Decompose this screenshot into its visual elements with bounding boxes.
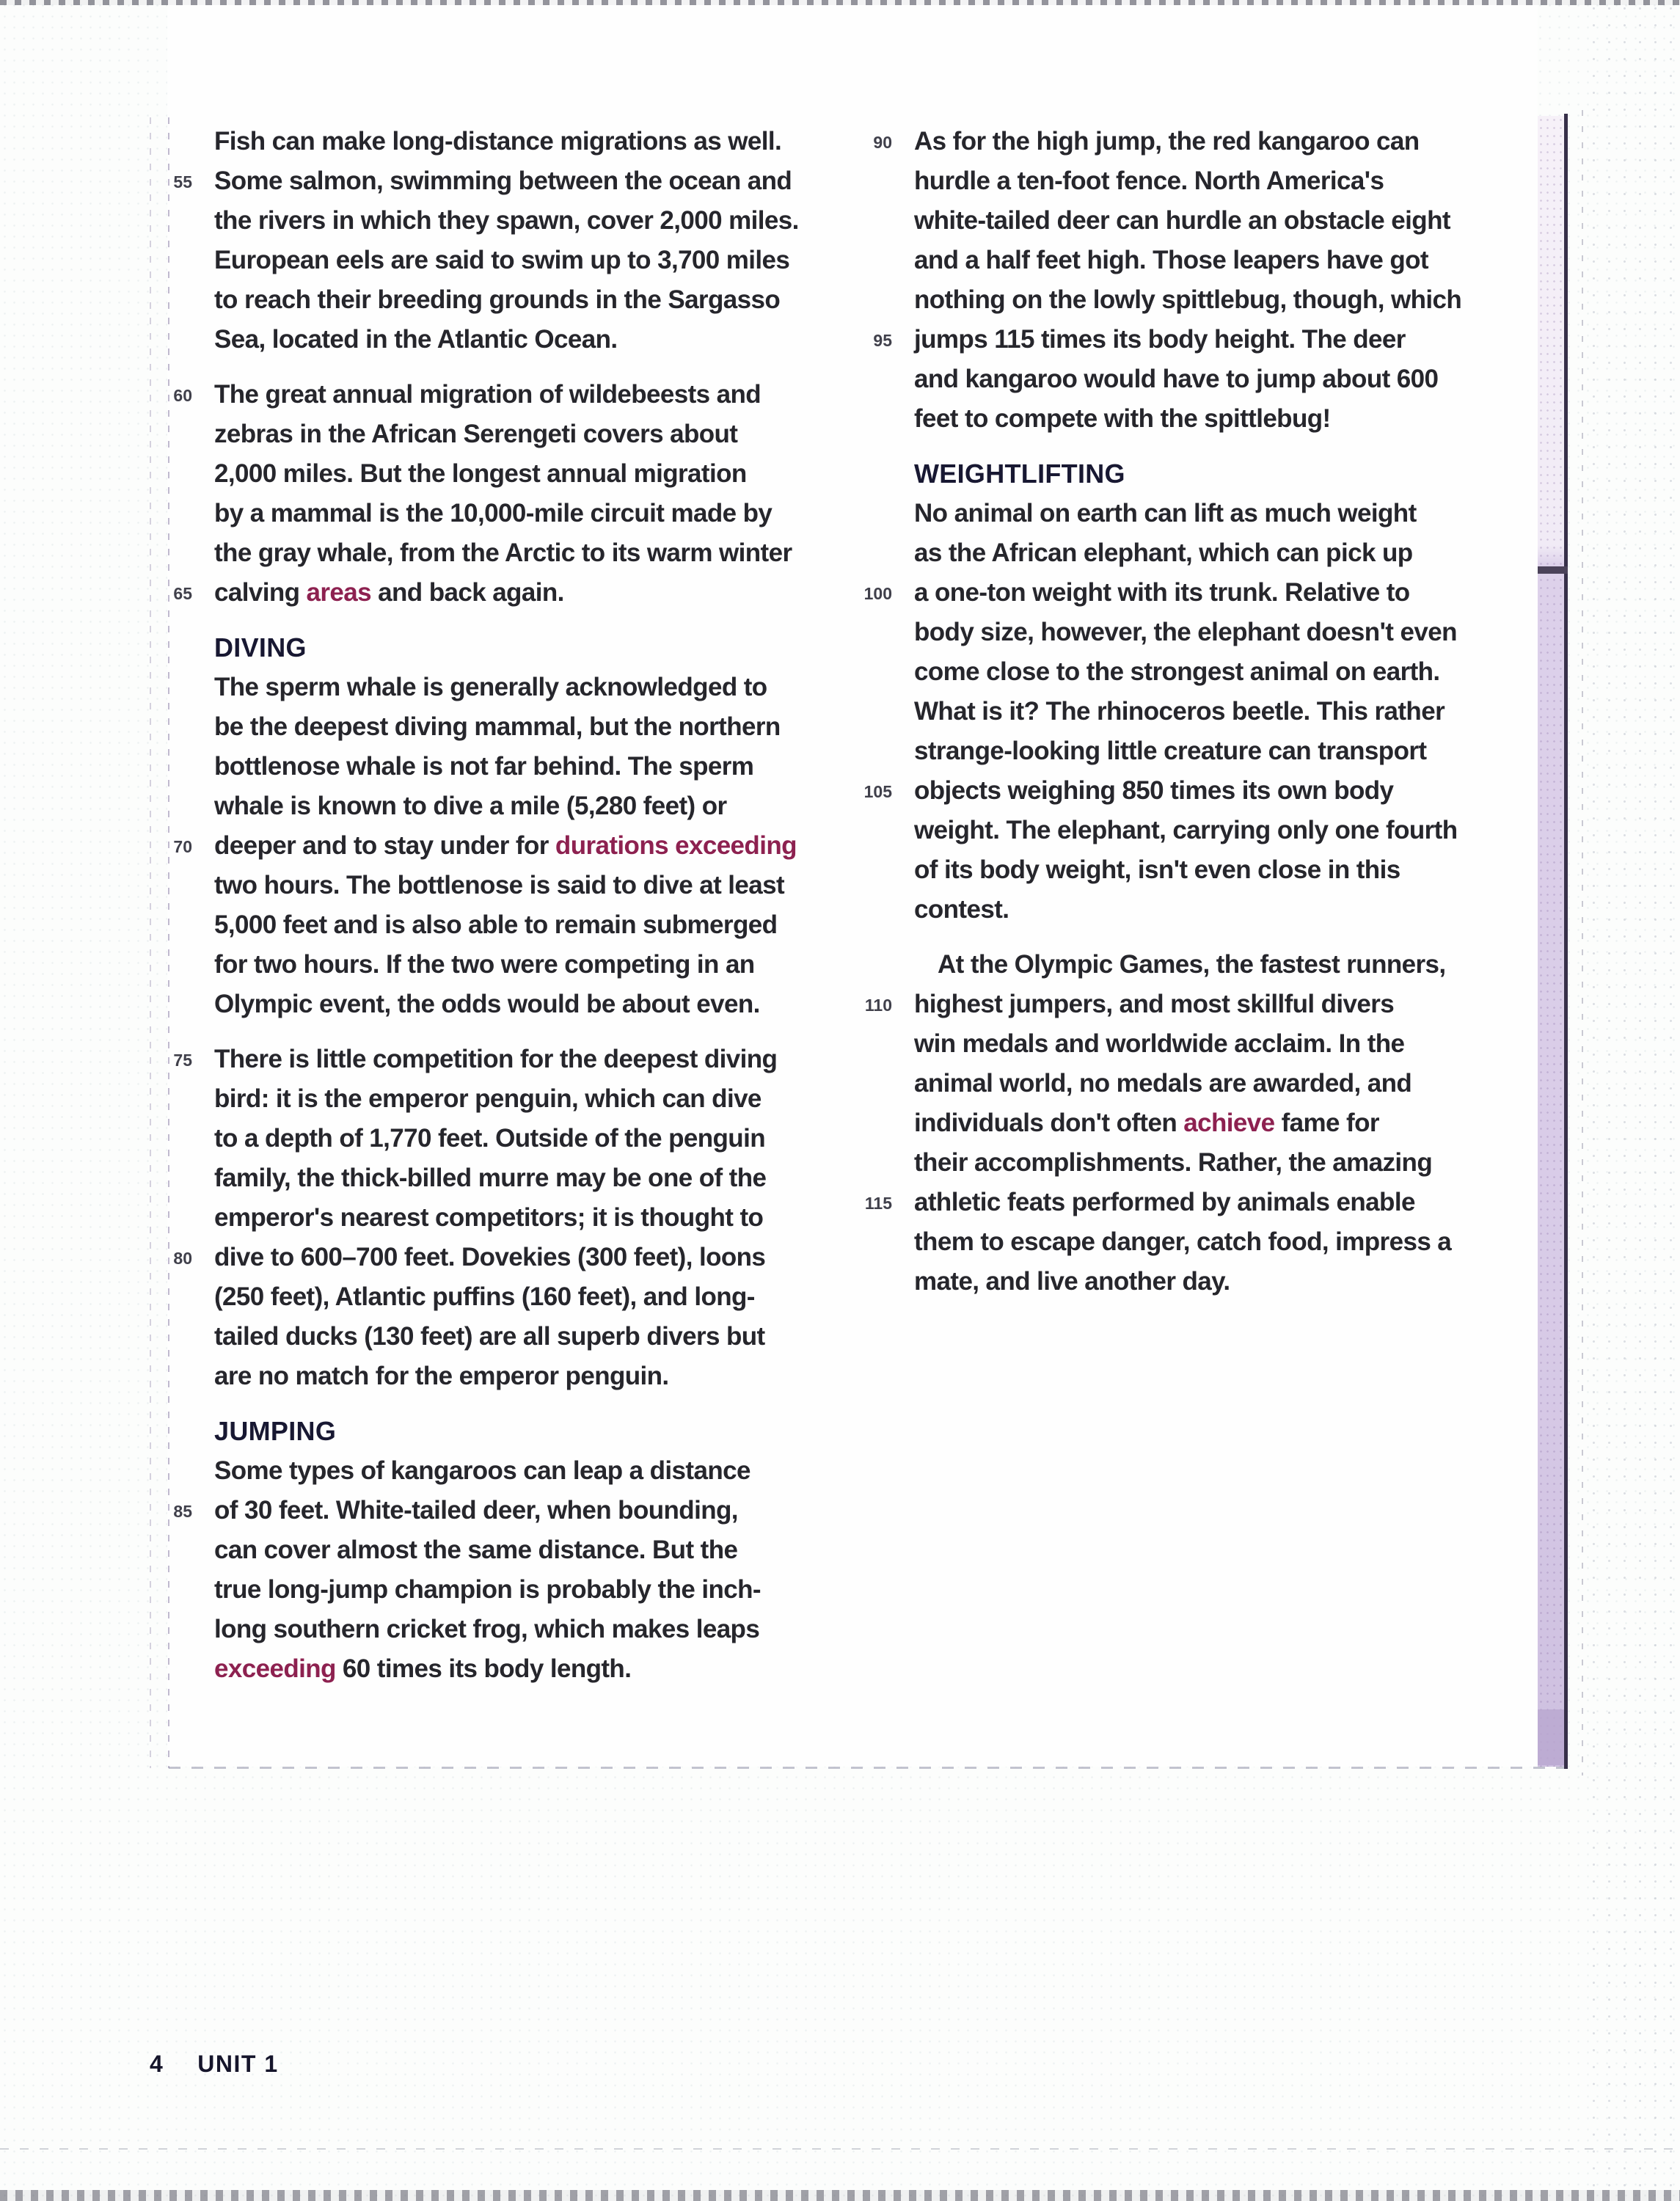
text-segment: There is little competition for the deepest diving — [214, 1045, 778, 1073]
paragraph — [173, 668, 900, 1024]
text-segment: their accomplishments. Rather, the amazing — [914, 1148, 1433, 1177]
text-segment: two hours. The bottlenose is said to dive at least — [214, 871, 785, 899]
text-segment: body size, however, the elephant doesn't even — [914, 618, 1457, 646]
text-segment: bird: it is the emperor penguin, which can dive — [214, 1084, 762, 1113]
text-segment: are no match for the emperor penguin. — [214, 1362, 669, 1390]
text-segment: What is it? The rhinoceros beetle. This rather — [914, 697, 1445, 726]
text-line — [173, 1238, 900, 1277]
text-line — [214, 454, 900, 494]
text-segment: the rivers in which they spawn, cover 2,000 miles. — [214, 206, 799, 235]
text-segment: emperor's nearest competitors; it is thought to — [214, 1203, 764, 1232]
text-segment: the gray whale, from the Arctic to its warm winter — [214, 539, 792, 567]
text-line — [214, 122, 900, 161]
section-heading: DIVING — [214, 632, 307, 663]
text-line — [914, 1262, 1560, 1302]
text-line — [214, 1451, 900, 1491]
text-line — [864, 985, 1560, 1024]
text-line — [214, 280, 900, 320]
text-line — [914, 731, 1560, 771]
text-segment: whale is known to dive a mile (5,280 feet) or — [214, 792, 727, 820]
page-edge-foot — [1538, 1709, 1564, 1765]
text-line — [914, 890, 1560, 930]
text-line — [914, 1143, 1560, 1183]
text-column-left — [173, 122, 900, 1704]
section-heading: WEIGHTLIFTING — [914, 459, 1125, 489]
text-segment: be the deepest diving mammal, but the northern — [214, 712, 781, 741]
text-segment: nothing on the lowly spittlebug, though, which — [914, 285, 1462, 314]
page-bottom-edge — [169, 1767, 1564, 1769]
text-line — [914, 945, 1560, 985]
text-segment: fame for — [1274, 1109, 1379, 1137]
text-line — [914, 652, 1560, 692]
text-line — [214, 415, 900, 454]
text-segment: feet to compete with the spittlebug! — [914, 404, 1331, 433]
text-line — [214, 1649, 900, 1689]
line-number: 80 — [173, 1249, 192, 1268]
text-segment: calving — [214, 578, 307, 607]
text-line — [214, 1317, 900, 1357]
text-segment: individuals don't often — [914, 1109, 1184, 1137]
text-line — [214, 1570, 900, 1610]
text-line — [914, 850, 1560, 890]
text-segment: 5,000 feet and is also able to remain submerged — [214, 910, 778, 939]
line-number: 55 — [173, 172, 192, 191]
text-segment: bottlenose whale is not far behind. The sperm — [214, 752, 754, 781]
text-line — [214, 945, 900, 985]
text-segment: by a mammal is the 10,000-mile circuit made by — [214, 499, 773, 528]
text-line — [214, 1119, 900, 1158]
text-segment: (250 feet), Atlantic puffins (160 feet), and long- — [214, 1282, 755, 1311]
text-segment: hurdle a ten-foot fence. North America's — [914, 167, 1384, 195]
text-line — [214, 707, 900, 747]
text-segment: to a depth of 1,770 feet. Outside of the penguin — [214, 1124, 765, 1153]
text-line — [914, 811, 1560, 850]
page-edge-line — [1564, 114, 1568, 1769]
text-line — [214, 985, 900, 1024]
text-line — [214, 786, 900, 826]
text-segment: athletic feats performed by animals enable — [914, 1188, 1415, 1216]
text-segment: mate, and live another day. — [914, 1267, 1230, 1296]
text-line — [214, 241, 900, 280]
text-line — [214, 533, 900, 573]
text-line — [214, 201, 900, 241]
vocab-term: exceeding — [214, 1654, 336, 1683]
line-number: 95 — [873, 331, 892, 350]
text-line — [914, 399, 1560, 439]
text-segment: and back again. — [371, 578, 564, 607]
line-number: 75 — [173, 1051, 192, 1070]
text-segment: and a half feet high. Those leapers have got — [914, 246, 1428, 274]
page-edge-dotted-rule — [1582, 110, 1583, 1775]
text-segment: No animal on earth can lift as much weight — [914, 499, 1417, 528]
paragraph — [173, 1040, 900, 1396]
text-line — [914, 613, 1560, 652]
text-segment: Fish can make long-distance migrations as well. — [214, 127, 782, 156]
text-segment: weight. The elephant, carrying only one fourth — [914, 816, 1458, 844]
line-number: 105 — [863, 782, 892, 801]
text-line — [914, 359, 1560, 399]
paragraph — [173, 122, 900, 359]
margin-rule-inner — [168, 117, 169, 1768]
text-line — [914, 533, 1560, 573]
text-line — [914, 1024, 1560, 1064]
right-margin-dot-texture — [1586, 0, 1680, 2201]
line-number: 65 — [173, 584, 192, 603]
text-line — [863, 771, 1560, 811]
text-line — [173, 1491, 900, 1530]
line-number: 70 — [173, 837, 192, 856]
text-line — [214, 668, 900, 707]
text-line — [214, 1277, 900, 1317]
text-segment: deeper and to stay under for — [214, 831, 555, 860]
text-segment: As for the high jump, the red kangaroo can — [914, 127, 1420, 156]
top-scan-band — [0, 0, 1680, 5]
text-segment: family, the thick-billed murre may be one of the — [214, 1164, 767, 1192]
text-line — [214, 494, 900, 533]
text-segment: Some salmon, swimming between the ocean and — [214, 167, 792, 195]
text-segment: The sperm whale is generally acknowledged to — [214, 673, 767, 701]
line-number: 60 — [173, 386, 192, 405]
paragraph — [173, 1451, 900, 1689]
text-line — [914, 161, 1560, 201]
paragraph — [863, 494, 1560, 930]
text-segment: can cover almost the same distance. But the — [214, 1536, 738, 1564]
text-line — [214, 1198, 900, 1238]
text-line — [214, 1079, 900, 1119]
text-segment: 60 times its body length. — [335, 1654, 632, 1683]
paragraph — [173, 375, 900, 613]
text-segment: white-tailed deer can hurdle an obstacle eight — [914, 206, 1450, 235]
text-segment: 2,000 miles. But the longest annual migration — [214, 459, 747, 488]
section-heading: JUMPING — [214, 1416, 337, 1446]
text-segment: and kangaroo would have to jump about 600 — [914, 365, 1439, 393]
text-line — [173, 375, 900, 415]
text-segment: of its body weight, isn't even close in this — [914, 855, 1400, 884]
paragraph — [873, 122, 1560, 439]
text-segment: zebras in the African Serengeti covers about — [214, 420, 738, 448]
vocab-term: achieve — [1183, 1109, 1275, 1137]
unit-label: UNIT 1 — [197, 2051, 279, 2077]
line-number: 85 — [173, 1502, 192, 1521]
text-segment: jumps 115 times its body height. The deer — [914, 325, 1406, 354]
text-segment: of 30 feet. White-tailed deer, when bounding, — [214, 1496, 738, 1525]
paragraph — [864, 945, 1560, 1302]
text-segment: objects weighing 850 times its own body — [914, 776, 1394, 805]
bottom-scan-line — [0, 2148, 1680, 2150]
text-segment: European eels are said to swim up to 3,700 miles — [214, 246, 790, 274]
text-segment: Olympic event, the odds would be about even. — [214, 990, 760, 1018]
text-line — [173, 161, 900, 201]
text-segment: come close to the strongest animal on earth. — [914, 657, 1440, 686]
text-line — [863, 573, 1560, 613]
text-line — [214, 1530, 900, 1570]
line-number: 90 — [873, 133, 892, 152]
text-line — [914, 494, 1560, 533]
text-line — [214, 866, 900, 905]
line-number: 110 — [864, 996, 892, 1015]
text-segment: highest jumpers, and most skillful divers — [914, 990, 1395, 1018]
text-line — [864, 1183, 1560, 1222]
text-segment: true long-jump champion is probably the inch- — [214, 1575, 761, 1604]
text-segment: The great annual migration of wildebeests and — [214, 380, 762, 409]
margin-rule-outer — [150, 117, 151, 1768]
text-segment: dive to 600–700 feet. Dovekies (300 feet), loons — [214, 1243, 766, 1271]
text-line — [914, 1103, 1560, 1143]
text-segment: them to escape danger, catch food, impress a — [914, 1227, 1452, 1256]
text-segment: At the Olympic Games, the fastest runners, — [938, 950, 1446, 979]
text-segment: contest. — [914, 895, 1009, 924]
text-segment: long southern cricket frog, which makes leaps — [214, 1615, 760, 1643]
bottom-scan-band — [0, 2190, 1680, 2201]
text-line — [914, 280, 1560, 320]
text-segment: Sea, located in the Atlantic Ocean. — [214, 325, 618, 354]
page-number: 4 — [150, 2051, 164, 2077]
text-segment: as the African elephant, which can pick up — [914, 539, 1413, 567]
text-line — [914, 1064, 1560, 1103]
text-line — [173, 1040, 900, 1079]
text-line — [914, 201, 1560, 241]
text-segment: for two hours. If the two were competing in an — [214, 950, 755, 979]
vocab-term: areas — [306, 578, 372, 607]
text-segment: Some types of kangaroos can leap a distance — [214, 1456, 750, 1485]
text-segment: tailed ducks (130 feet) are all superb divers but — [214, 1322, 765, 1351]
vocab-term: durations exceeding — [555, 831, 797, 860]
text-line — [214, 1610, 900, 1649]
text-line — [214, 905, 900, 945]
text-line — [214, 1357, 900, 1396]
text-line — [173, 573, 900, 613]
text-segment: animal world, no medals are awarded, and — [914, 1069, 1412, 1098]
text-segment: win medals and worldwide acclaim. In the — [914, 1029, 1405, 1058]
footer — [150, 2051, 279, 2078]
text-segment: a one-ton weight with its trunk. Relative to — [914, 578, 1410, 607]
text-line — [873, 122, 1560, 161]
text-column-right — [863, 122, 1560, 1317]
text-segment: to reach their breeding grounds in the Sargasso — [214, 285, 781, 314]
text-line — [914, 692, 1560, 731]
text-segment: strange-looking little creature can transport — [914, 737, 1427, 765]
text-line — [914, 241, 1560, 280]
text-line — [214, 747, 900, 786]
text-line — [914, 1222, 1560, 1262]
line-number: 100 — [863, 584, 892, 603]
text-line — [214, 1158, 900, 1198]
text-line — [214, 320, 900, 359]
text-line — [873, 320, 1560, 359]
text-line — [173, 826, 900, 866]
line-number: 115 — [864, 1194, 892, 1213]
